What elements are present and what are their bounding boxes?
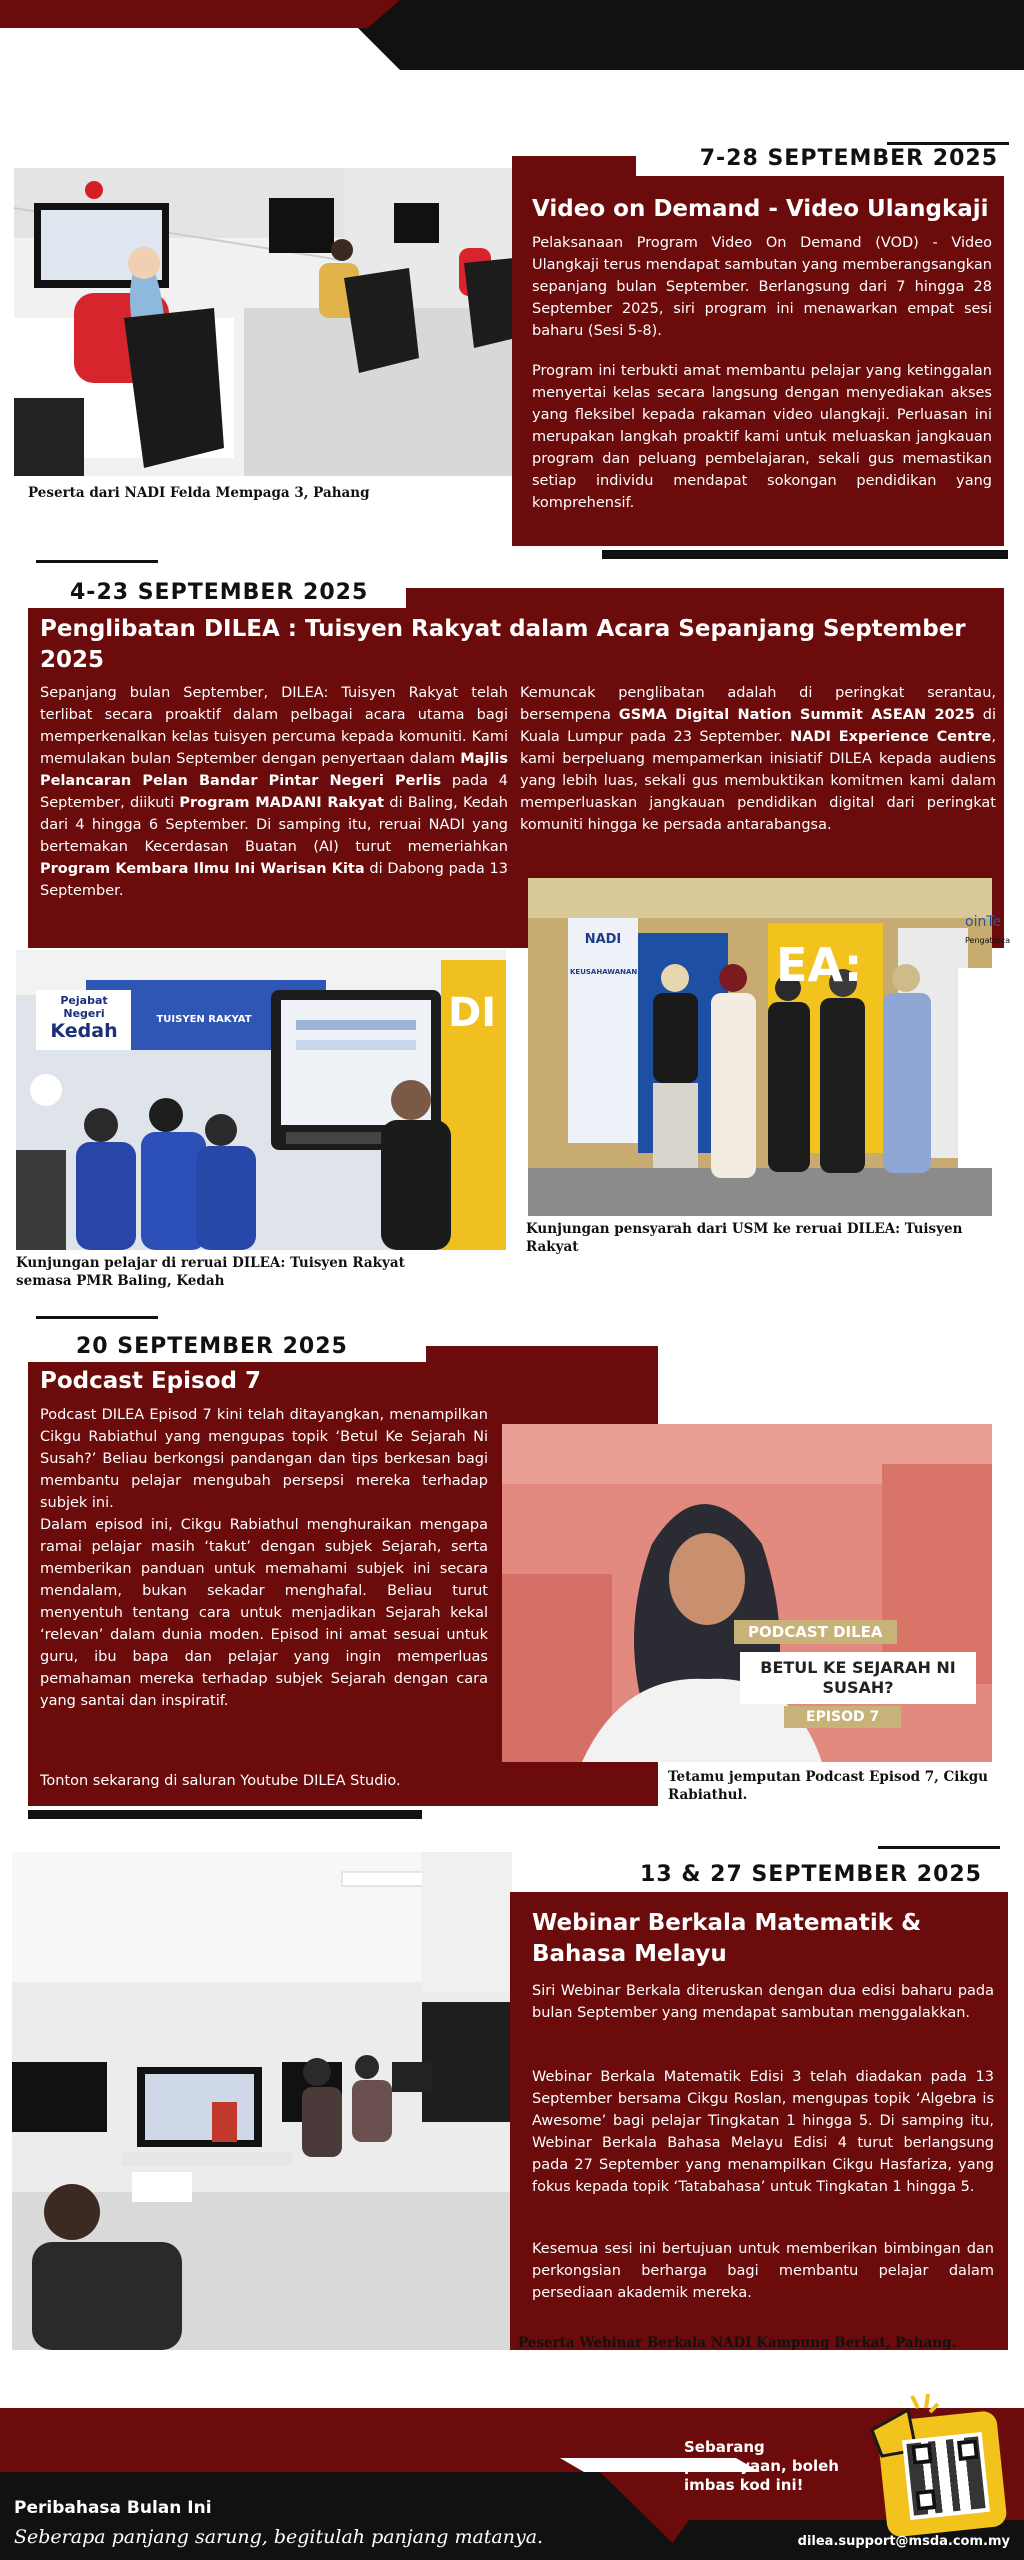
dilea-right-paragraph	[520, 682, 996, 836]
vod-bottom-rule	[602, 550, 1008, 559]
peribahasa-label: Peribahasa Bulan Ini	[14, 2498, 212, 2518]
event-standee-title: NADI	[584, 932, 622, 947]
qr-finder-2-icon	[957, 2439, 979, 2461]
qr-finder-1-icon	[911, 2443, 933, 2465]
dilea-right-text-3: , kami berpeluang mempamerkan inisiatif DILEA kepada audiens yang lebih luas, sekali gus membuktikan komitmen kami dalam memperluaskan jangkauan pendidikan digital dari peringkat komuniti hingga ke persada antarabangsa.	[520, 729, 996, 833]
event-right-sub: Pengaturca	[965, 936, 1011, 945]
booth-photo	[16, 950, 506, 1250]
dilea-date-rule	[36, 560, 158, 563]
dilea-right-bold-1: GSMA Digital Nation Summit ASEAN 2025	[618, 707, 975, 723]
vod-date-rule	[887, 142, 1009, 145]
dilea-right-text-1: Kemuncak penglibatan adalah di peringkat serantau, bersempena	[520, 685, 996, 723]
event-caption: Kunjungan pensyarah dari USM ke reruai DILEA: Tuisyen Rakyat	[526, 1221, 963, 1255]
booth-tag: TUISYEN RAKYAT	[156, 1014, 252, 1025]
qr-finder-3-icon	[915, 2489, 937, 2511]
webinar-paragraph-1: Siri Webinar Berkala diteruskan dengan dua edisi baharu pada bulan September yang mendapat sambutan menggalakkan.	[532, 1983, 994, 2021]
webinar-caption: Peserta Webinar Berkala NADI Kampung Berkat, Pahang.	[518, 2335, 957, 2351]
vod-paragraph-2: Program ini terbukti amat membantu pelajar yang ketinggalan menyertai kelas secara langsung dengan menyediakan akses yang fleksibel kepada rakaman video ulangkaji. Perluasan ini merupakan langkah proaktif kami untuk meluaskan jangkauan program dan peluang pembelajaran, sekali gus memastikan setiap individu mendapat sokongan pendidikan yang komprehensif.	[532, 363, 992, 511]
podcast-panel-tab	[426, 1346, 658, 1366]
dilea-left-bold-2: Program MADANI Rakyat	[179, 795, 385, 811]
vod-date: 7-28 SEPTEMBER 2025	[699, 146, 998, 171]
top-black-band	[330, 0, 1024, 70]
poster-episode: EPISOD 7	[784, 1706, 901, 1728]
vod-photo	[14, 168, 516, 476]
support-email[interactable]: dilea.support@msda.com.my	[797, 2534, 1010, 2549]
event-photo	[528, 878, 1011, 1216]
event-banner-text: EA:	[776, 938, 863, 992]
dilea-panel-tab	[406, 588, 1004, 612]
webinar-date-rule	[878, 1846, 1000, 1849]
podcast-paragraph-2: Dalam episod ini, Cikgu Rabiathul menghuraikan mengapa ramai pelajar masih ‘takut’ dengan subjek Sejarah, serta memberikan panduan untuk memahami subjek ini secara mendalam, bukan sekadar menghafal. Beliau turut menyentuh tentang cara untuk menjadikan Sejarah kekal ‘relevan’ dalam dunia moden. Episod ini amat sesuai untuk guru, ibu bapa dan pelajar yang ingin memperluas pemahaman mereka terhadap subjek Sejarah dengan cara yang santai dan inspiratif.	[40, 1517, 488, 1709]
poster-tag: PODCAST DILEA	[734, 1620, 897, 1644]
booth-banner-text: DI	[448, 990, 497, 1036]
podcast-caption: Tetamu jemputan Podcast Episod 7, Cikgu Rabiathul.	[668, 1769, 988, 1803]
dilea-left-bold-3: Program Kembara Ilmu Ini Warisan Kita	[40, 861, 365, 877]
vod-panel-tab	[512, 156, 636, 180]
qr-prompt: Sebarang pertanyaan, boleh imbas kod ini!	[684, 2438, 839, 2494]
podcast-paragraph-3: Tonton sekarang di saluran Youtube DILEA Studio.	[40, 1773, 401, 1789]
podcast-date: 20 SEPTEMBER 2025	[76, 1334, 348, 1359]
booth-sign-line-1: Pejabat Negeri	[60, 994, 108, 1020]
dilea-title: Penglibatan DILEA : Tuisyen Rakyat dalam Acara Sepanjang September 2025	[40, 616, 966, 673]
booth-caption: Kunjungan pelajar di reruai DILEA: Tuisyen Rakyat semasa PMR Baling, Kedah	[16, 1255, 405, 1289]
podcast-poster	[502, 1424, 992, 1762]
vod-caption: Peserta dari NADI Felda Mempaga 3, Pahang	[28, 485, 370, 501]
dilea-left-text-1: Sepanjang bulan September, DILEA: Tuisyen Rakyat telah terlibat secara proaktif dalam pelbagai acara utama bagi memperkenalkan kelas tuisyen percuma kepada komuniti. Kami memulakan bulan September dengan penyertaan dalam	[40, 685, 508, 767]
podcast-paragraph-1: Podcast DILEA Episod 7 kini telah ditayangkan, menampilkan Cikgu Rabiathul yang mengupas topik ‘Betul Ke Sejarah Ni Susah?’ Beliau berkongsi pandangan dan tips berkesan bagi membantu pelajar mengubah persepsi mereka terhadap subjek ini.	[40, 1407, 488, 1511]
dilea-left-bold-1: Majlis Pelancaran Pelan Bandar Pintar Negeri Perlis	[40, 751, 508, 789]
peribahasa-text: Seberapa panjang sarung, begitulah panjang matanya.	[14, 2526, 544, 2548]
webinar-paragraph-3: Kesemua sesi ini bertujuan untuk memberikan bimbingan dan perkongsian berharga bagi membantu pelajar dalam persediaan akademik mereka.	[532, 2241, 994, 2301]
webinar-paragraph-2: Webinar Berkala Matematik Edisi 3 telah diadakan pada 13 September bersama Cikgu Roslan, mengupas topik ‘Algebra is Awesome’ bagi pelajar Tingkatan 1 hingga 5. Di samping itu, Webinar Berkala Bahasa Melayu Edisi 4 turut berlangsung pada 27 September yang menampilkan Cikgu Hasfariza, yang fokus kepada topik ‘Tatabahasa’ untuk Tingkatan 1 hingga 5.	[532, 2069, 994, 2195]
dilea-right-bold-2: NADI Experience Centre	[790, 729, 992, 745]
booth-sign-line-2: Kedah	[50, 1020, 118, 1042]
dilea-date: 4-23 SEPTEMBER 2025	[70, 580, 369, 605]
vod-paragraph-1: Pelaksanaan Program Video On Demand (VOD) - Video Ulangkaji terus mendapat sambutan yang memberangsangkan sepanjang bulan September. Berlangsung dari 7 hingga 28 September 2025, siri program ini menawarkan empat sesi baharu (Sesi 5-8).	[532, 235, 992, 339]
webinar-photo	[12, 1852, 512, 2350]
dilea-left-text-3: di Baling, Kedah dari 4 hingga 6 September. Di samping itu, reruai NADI yang bertemakan Kecerdasan Buatan (AI) turut memeriahkan	[40, 795, 508, 855]
qr-badge[interactable]	[872, 2390, 1008, 2536]
dilea-right-text-2: di Kuala Lumpur pada 23 September.	[520, 707, 997, 745]
dilea-left-text-4: di Dabong pada 13 September.	[40, 861, 508, 899]
podcast-bottom-rule	[28, 1810, 422, 1819]
webinar-date: 13 & 27 SEPTEMBER 2025	[640, 1862, 982, 1887]
dilea-left-paragraph	[40, 682, 508, 902]
vod-title: Video on Demand - Video Ulangkaji	[532, 196, 989, 222]
poster-headline: BETUL KE SEJARAH NI SUSAH?	[740, 1652, 976, 1704]
event-standee-subtitle: KEUSAHAWANAN	[570, 968, 638, 976]
top-maroon-band	[0, 0, 400, 28]
podcast-date-rule	[36, 1316, 158, 1319]
podcast-title: Podcast Episod 7	[40, 1368, 261, 1394]
webinar-title: Webinar Berkala Matematik & Bahasa Melayu	[532, 1910, 922, 1967]
event-right-sign: oinTe	[965, 914, 1002, 930]
dilea-left-text-2: pada 4 September, diikuti	[40, 773, 508, 811]
